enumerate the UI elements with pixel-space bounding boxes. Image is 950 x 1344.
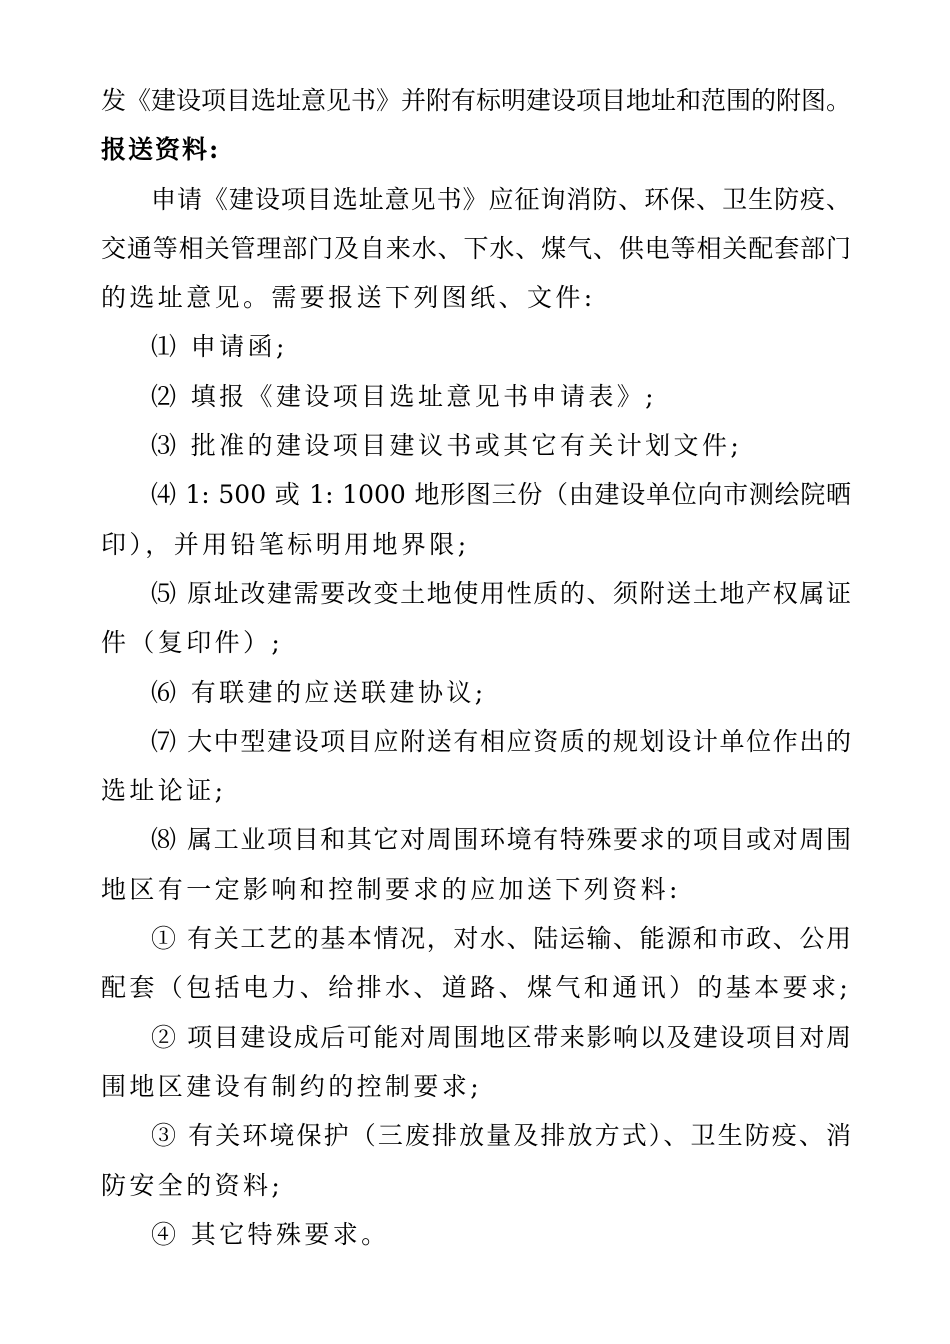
section-heading-submission-materials: 报送资料:: [101, 135, 221, 165]
paragraph-line-3: 申请《建设项目选址意见书》应征询消防、环保、卫生防疫、: [151, 184, 851, 214]
list-item-5-continued: 件（复印件）;: [101, 628, 284, 658]
list-item-5: ⑸ 原址改建需要改变土地使用性质的、须附送土地产权属证: [151, 578, 851, 608]
sub-item-1-continued: 配套（包括电力、给排水、道路、煤气和通讯）的基本要求;: [101, 973, 852, 1003]
paragraph-line-5: 的选址意见。需要报送下列图纸、文件:: [101, 283, 596, 313]
list-item-3: ⑶ 批准的建设项目建议书或其它有关计划文件;: [151, 431, 743, 461]
list-item-1: ⑴ 申请函;: [151, 332, 288, 362]
list-item-7: ⑺ 大中型建设项目应附送有相应资质的规划设计单位作出的: [151, 726, 851, 756]
list-item-7-continued: 选址论证;: [101, 776, 227, 806]
sub-item-3-continued: 防安全的资料;: [101, 1170, 284, 1200]
sub-item-2-continued: 围地区建设有制约的控制要求;: [101, 1071, 483, 1101]
sub-item-4: ④ 其它特殊要求。: [151, 1219, 390, 1249]
sub-item-1: ① 有关工艺的基本情况，对水、陆运输、能源和市政、公用: [151, 924, 851, 954]
sub-item-2: ② 项目建设成后可能对周围地区带来影响以及建设项目对周: [151, 1022, 851, 1052]
paragraph-line-1: 发《建设项目选址意见书》并附有标明建设项目地址和范围的附图。: [101, 86, 852, 115]
list-item-8: ⑻ 属工业项目和其它对周围环境有特殊要求的项目或对周围: [151, 825, 851, 855]
list-item-6: ⑹ 有联建的应送联建协议;: [151, 677, 487, 707]
list-item-8-continued: 地区有一定影响和控制要求的应加送下列资料:: [101, 874, 681, 904]
paragraph-line-4: 交通等相关管理部门及自来水、下水、煤气、供电等相关配套部门: [101, 233, 851, 263]
list-item-2: ⑵ 填报《建设项目选址意见书申请表》;: [151, 381, 657, 411]
document-body: [101, 76, 851, 1259]
list-item-4: ⑷ 1: 500 或 1: 1000 地形图三份（由建设单位向市测绘院晒: [151, 480, 851, 510]
sub-item-3: ③ 有关环境保护（三废排放量及排放方式）、卫生防疫、消: [151, 1121, 851, 1151]
list-item-4-continued: 印），并用铅笔标明用地界限;: [101, 529, 470, 559]
